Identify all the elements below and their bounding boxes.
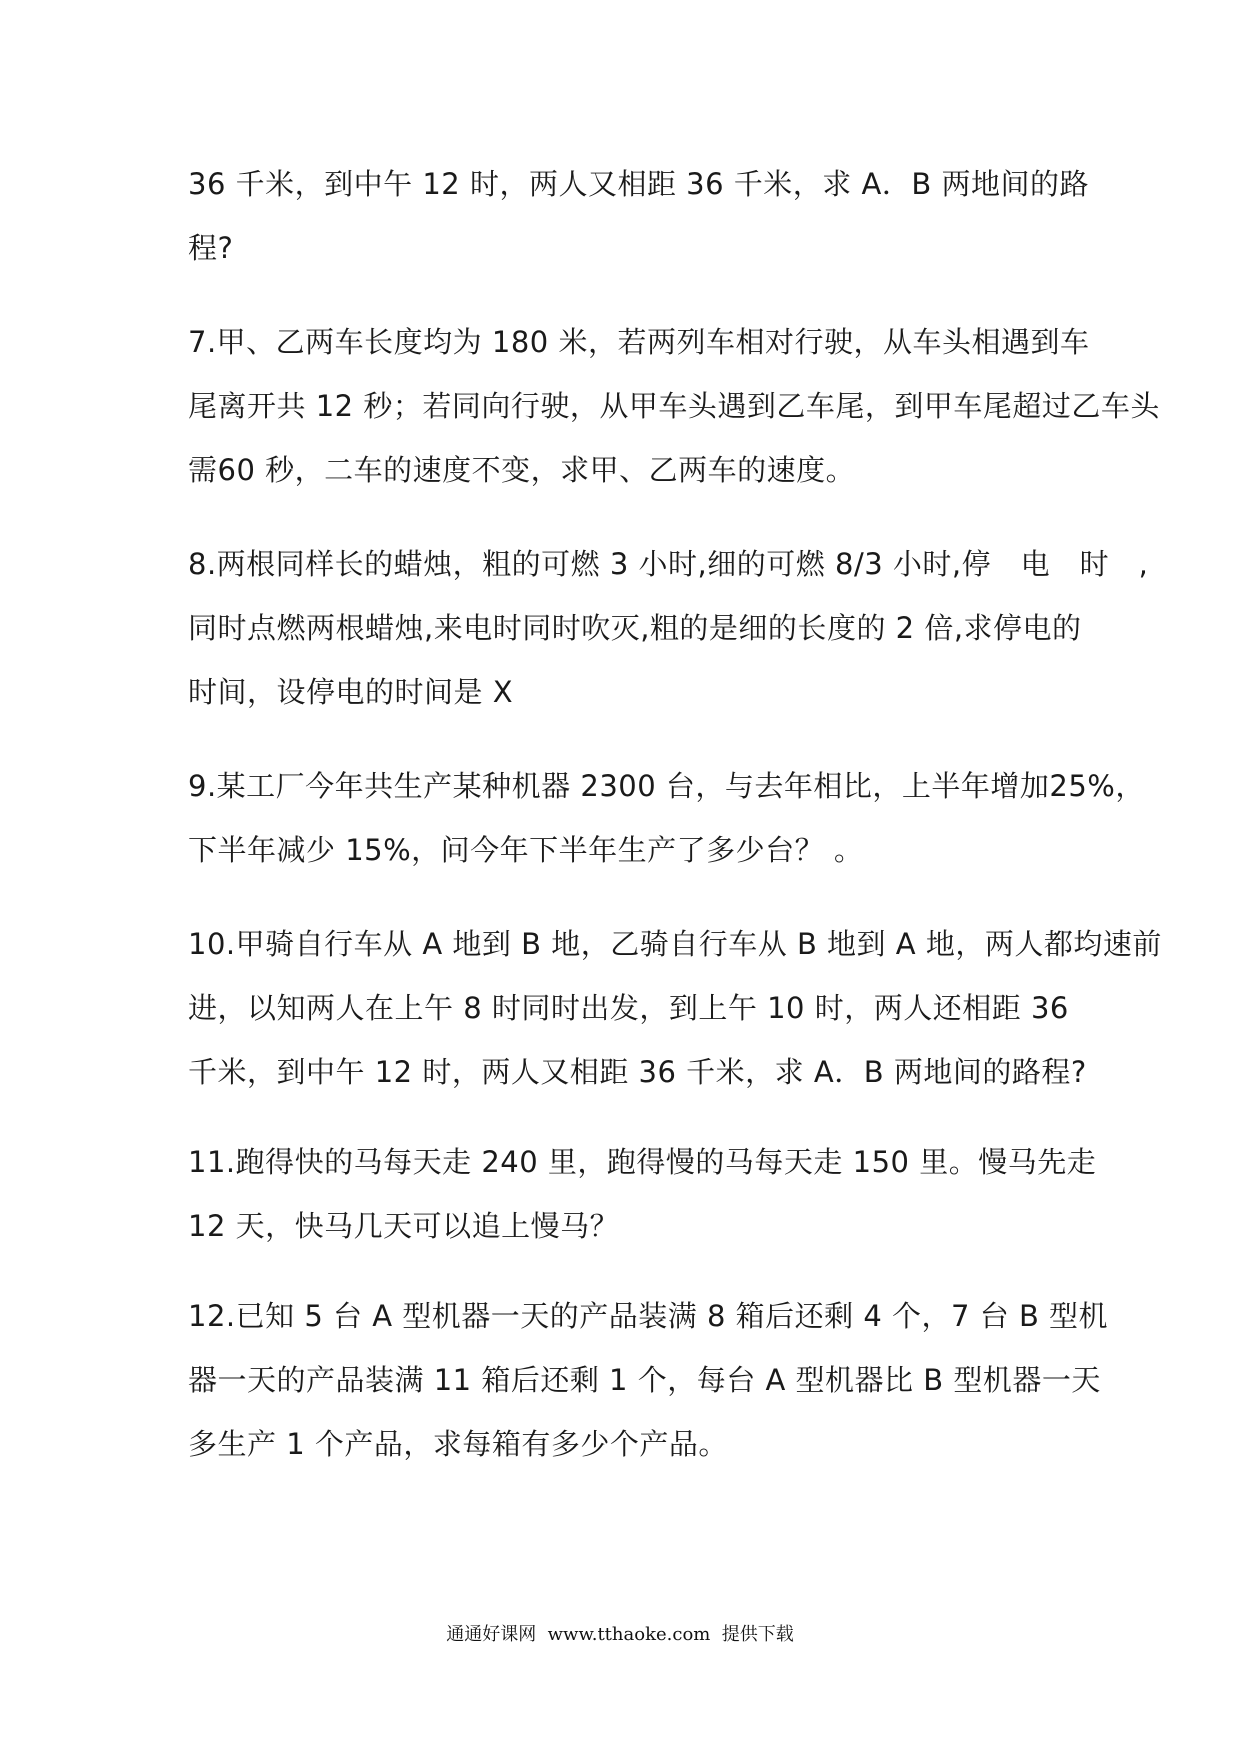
problem-line: 8.两根同样长的蜡烛，粗的可燃 3 小时,细的可燃 8/3 小时,停 电 时 , bbox=[188, 547, 1149, 581]
problem-line: 程? bbox=[188, 231, 234, 265]
problem-line: 千米，到中午 12 时，两人又相距 36 千米，求 A．B 两地间的路程? bbox=[188, 1055, 1087, 1089]
problem-continued bbox=[188, 152, 1089, 280]
problem-list bbox=[188, 152, 1162, 1476]
problem-11 bbox=[188, 1130, 1097, 1258]
problem-line: 尾离开共 12 秒；若同向行驶，从甲车头遇到乙车尾，到甲车尾超过乙车头 bbox=[188, 389, 1160, 423]
problem-line: 同时点燃两根蜡烛,来电时同时吹灭,粗的是细的长度的 2 倍,求停电的 bbox=[188, 611, 1082, 645]
problem-line: 12.已知 5 台 A 型机器一天的产品装满 8 箱后还剩 4 个，7 台 B 型机 bbox=[188, 1299, 1109, 1333]
problem-line: 11.跑得快的马每天走 240 里，跑得慢的马每天走 150 里。慢马先走 bbox=[188, 1145, 1097, 1179]
problem-line: 12 天，快马几天可以追上慢马？ bbox=[188, 1209, 620, 1243]
problem-line: 多生产 1 个产品，求每箱有多少个产品。 bbox=[188, 1427, 728, 1461]
problem-line: 器一天的产品装满 11 箱后还剩 1 个，每台 A 型机器比 B 型机器一天 bbox=[188, 1363, 1101, 1397]
problem-8 bbox=[188, 532, 1149, 724]
page-footer: 通通好课网 www.tthaoke.com 提供下载 bbox=[446, 1624, 794, 1645]
problem-12 bbox=[188, 1284, 1109, 1476]
problem-line: 36 千米，到中午 12 时，两人又相距 36 千米，求 A．B 两地间的路 bbox=[188, 167, 1089, 201]
problem-line: 10.甲骑自行车从 A 地到 B 地，乙骑自行车从 B 地到 A 地，两人都均速前 bbox=[188, 927, 1162, 961]
problem-line: 9.某工厂今年共生产某种机器 2300 台，与去年相比，上半年增加25%， bbox=[188, 769, 1145, 803]
problem-line: 时间，设停电的时间是 X bbox=[188, 675, 514, 709]
problem-9 bbox=[188, 754, 1145, 882]
problem-line: 进，以知两人在上午 8 时同时出发，到上午 10 时，两人还相距 36 bbox=[188, 991, 1069, 1025]
problem-line: 7.甲、乙两车长度均为 180 米，若两列车相对行驶，从车头相遇到车 bbox=[188, 325, 1090, 359]
problem-line: 下半年减少 15%，问今年下半年生产了多少台？ 。 bbox=[188, 833, 864, 867]
problem-7 bbox=[188, 310, 1160, 502]
problem-10 bbox=[188, 912, 1162, 1104]
problem-line: 需60 秒，二车的速度不变，求甲、乙两车的速度。 bbox=[188, 453, 856, 487]
